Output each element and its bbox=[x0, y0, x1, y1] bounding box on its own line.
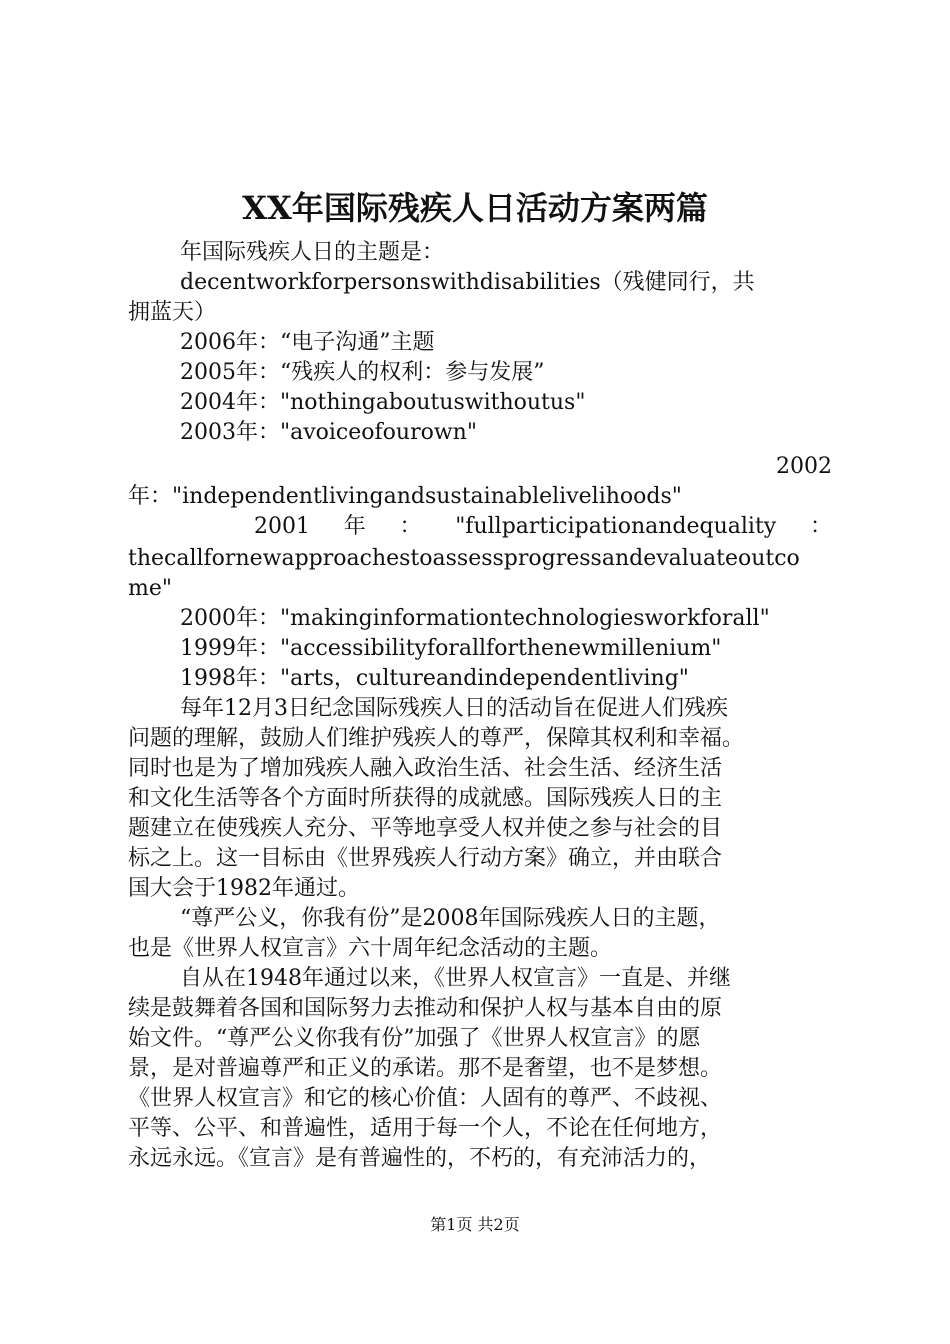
paragraph-line: 拥蓝天） bbox=[128, 300, 217, 325]
paragraph-line: 2006年：“电子沟通”主题 bbox=[180, 330, 435, 355]
year-2001: 2001 bbox=[254, 514, 310, 539]
page-number: 第1页 共2页 bbox=[430, 1215, 520, 1234]
colon: ： bbox=[809, 514, 832, 539]
paragraph-line: 2004年："nothingaboutuswithoutus" bbox=[180, 390, 586, 415]
paragraph-line: 2002 bbox=[776, 454, 832, 479]
colon: ： bbox=[399, 514, 422, 539]
paragraph-line: 2000年："makinginformationtechnologiesworkforall" bbox=[180, 606, 770, 631]
paragraph-line: 1999年："accessibilityforallforthenewmillenium" bbox=[180, 636, 722, 661]
paragraph-line: 问题的理解，鼓励人们维护残疾人的尊严，保障其权利和幸福。 bbox=[128, 726, 745, 751]
paragraph-line: 平等、公平、和普遍性，适用于每一个人，不论在任何地方， bbox=[128, 1116, 723, 1141]
paragraph-line: “尊严公义，你我有份”是2008年国际残疾人日的主题， bbox=[180, 906, 721, 931]
paragraph-line: 始文件。“尊严公义你我有份”加强了《世界人权宣言》的愿 bbox=[128, 1026, 701, 1051]
year-suffix: 年 bbox=[343, 514, 366, 539]
paragraph-line: 年："independentlivingandsustainablelivelihoods" bbox=[128, 484, 682, 509]
paragraph-line: 自从在1948年通过以来，《世界人权宣言》一直是、并继 bbox=[180, 966, 731, 991]
paragraph-line: 同时也是为了增加残疾人融入政治生活、社会生活、经济生活 bbox=[128, 756, 723, 781]
paragraph-line: 景，是对普遍尊严和正义的承诺。那不是奢望，也不是梦想。 bbox=[128, 1056, 723, 1081]
paragraph-line: 题建立在使残疾人充分、平等地享受人权并使之参与社会的目 bbox=[128, 816, 723, 841]
paragraph-line: 年国际残疾人日的主题是： bbox=[180, 240, 445, 265]
paragraph-line: 和文化生活等各个方面时所获得的成就感。国际残疾人日的主 bbox=[128, 786, 723, 811]
theme-2001: "fullparticipationandequality bbox=[455, 514, 777, 539]
paragraph-line: 1998年："arts，cultureandindependentliving" bbox=[180, 666, 689, 691]
paragraph-line: decentworkforpersonswithdisabilities（残健同行，共 bbox=[180, 270, 755, 295]
paragraph-line: 也是《世界人权宣言》六十周年纪念活动的主题。 bbox=[128, 936, 613, 961]
paragraph-line: 续是鼓舞着各国和国际努力去推动和保护人权与基本自由的原 bbox=[128, 996, 723, 1021]
paragraph-line: thecallfornewapproachestoassessprogressandevaluateoutco bbox=[128, 546, 800, 571]
paragraph-line: 标之上。这一目标由《世界残疾人行动方案》确立，并由联合 bbox=[128, 846, 723, 871]
paragraph-line: 2005年：“残疾人的权利：参与发展” bbox=[180, 360, 545, 385]
document-title: XX年国际残疾人日活动方案两篇 bbox=[242, 189, 708, 227]
paragraph-line: 每年12月3日纪念国际残疾人日的活动旨在促进人们残疾 bbox=[180, 696, 728, 721]
paragraph-line-2001 bbox=[254, 512, 832, 542]
paragraph-line: 国大会于1982年通过。 bbox=[128, 876, 360, 901]
paragraph-line: me" bbox=[128, 576, 172, 601]
paragraph-line: 永远永远。《宣言》是有普遍性的，不朽的，有充沛活力的， bbox=[128, 1146, 712, 1171]
paragraph-line: 2003年："avoiceofourown" bbox=[180, 420, 477, 445]
paragraph-line: 《世界人权宣言》和它的核心价值：人固有的尊严、不歧视、 bbox=[128, 1086, 723, 1111]
